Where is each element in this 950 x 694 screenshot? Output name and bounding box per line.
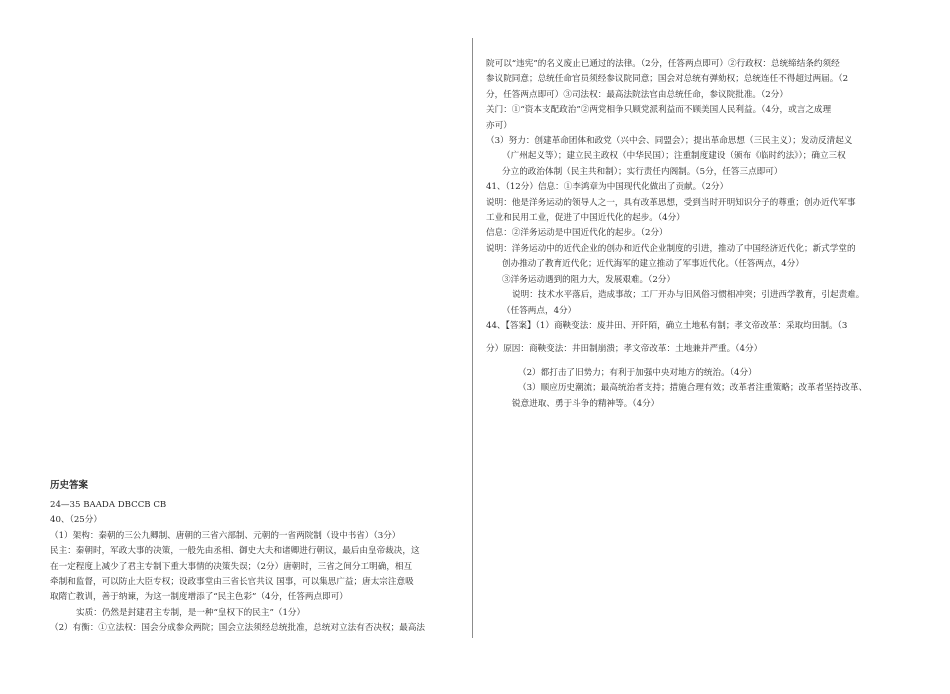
text-line: 关门：①“资本支配政治”②两党相争只顾党派利益而不顾美国人民利益。（4分，或言之成理	[486, 105, 832, 116]
text-line: 工业和民用工业，促进了中国近代化的起步。（4分）	[486, 213, 685, 224]
text-line: 说明：技术水平落后，造成事故；工厂开办与旧风俗习惯相冲突；引进西学教育，引起责难。	[512, 290, 865, 301]
text-line: 创办推动了教育近代化；近代海军的建立推动了军事近代化。（任答两点，4分）	[502, 259, 804, 270]
text-line: 说明：洋务运动中的近代企业的创办和近代企业制度的引进，推动了中国经济近代化；新式学堂的	[486, 243, 856, 254]
text-line: （2）都打击了旧势力；有利于加强中央对地方的统治。（4分）	[518, 367, 757, 378]
text-line: （3）顺应历史潮流；最高统治者支持；措施合理有效；改革者注重策略；改革者坚持改革、	[518, 383, 868, 394]
text-line: （3）努力：创建革命团体和政党（兴中会、同盟会）；提出革命思想（三民主义）；发动反清起义	[486, 136, 853, 147]
text-line: 参议院同意；总统任命官员须经参议院同意；国会对总统有弹劾权；总统连任不得超过两届。（2	[486, 74, 849, 85]
text-line: （广州起义等）；建立民主政权（中华民国）；注重制度建设（颁布《临时约法》）；确立三权	[502, 151, 846, 162]
text-line: 锐意进取、勇于斗争的精神等。（4分）	[512, 398, 660, 409]
text-line: ③洋务运动遇到的阻力大，发展艰难。（2分）	[502, 274, 676, 285]
text-line: 分立的政治体制（民主共和制）；实行责任内阁制。（5分，任答三点即可）	[502, 166, 783, 177]
text-line: 信息：②洋务运动是中国近代化的起步。（2分）	[486, 228, 668, 239]
text-line: 取隋亡教训，善于纳谏，为这一制度增添了“民主色彩”（4分，任答两点即可）	[50, 592, 348, 603]
text-line: （1）架构：秦朝的三公九卿制、唐朝的三省六部制、元朝的一省两院制（设中书省）（3分）	[50, 530, 401, 541]
text-line: 分）原因：商鞅变法：井田制崩溃；孝文帝改革：土地兼并严重。（4分）	[486, 344, 763, 355]
text-line: 分，任答两点即可）③司法权：最高法院法官由总统任命，参议院批准。（2分）	[486, 89, 788, 100]
left-column	[50, 477, 462, 637]
text-line: 实质：仍然是封建君主专制，是一种“皇权下的民主”（1分）	[76, 607, 306, 618]
text-line: 牵制和监督，可以防止大臣专权；设政事堂由三省长官共议 国事，可以集思广益；唐太宗注意吸	[50, 577, 414, 588]
question-40-header: 40、（25分）	[50, 515, 102, 526]
text-line: 说明：他是洋务运动的领导人之一，具有改革思想，受到当时开明知识分子的尊重；创办近代军事	[486, 197, 856, 208]
question-44-header: 44、【答案】（1）商鞅变法：废井田、开阡陌，确立土地私有制；孝文帝改革：采取均田制。（3	[486, 320, 848, 331]
text-line: 在一定程度上减少了君主专制下重大事情的决策失误；（2分）唐朝时，三省之间分工明确，相互	[50, 561, 413, 572]
text-line: 院可以“违宪”的名义废止已通过的法律。（2分，任答两点即可）②行政权：总统缔结条约须经	[486, 59, 840, 69]
question-41-header: 41、（12分）信息：①李鸿章为中国现代化做出了贡献。（2分）	[486, 182, 729, 193]
answer-key-line: 24—35 BAADA DBCCB CB	[50, 500, 167, 510]
text-line: 民主：秦朝时，军政大事的决策，一般先由丞相、御史大夫和诸卿进行朝议，最后由皇帝裁决，这	[50, 546, 420, 557]
text-line: （任答两点，4分）	[502, 305, 577, 316]
column-divider	[472, 38, 473, 638]
text-line: （2）有衡：①立法权：国会分成参众两院；国会立法须经总统批准，总统对立法有否决权；最高法	[50, 623, 426, 634]
page-title: 历史答案	[50, 480, 89, 491]
right-column	[486, 57, 914, 412]
text-line: 亦可）	[486, 120, 512, 131]
